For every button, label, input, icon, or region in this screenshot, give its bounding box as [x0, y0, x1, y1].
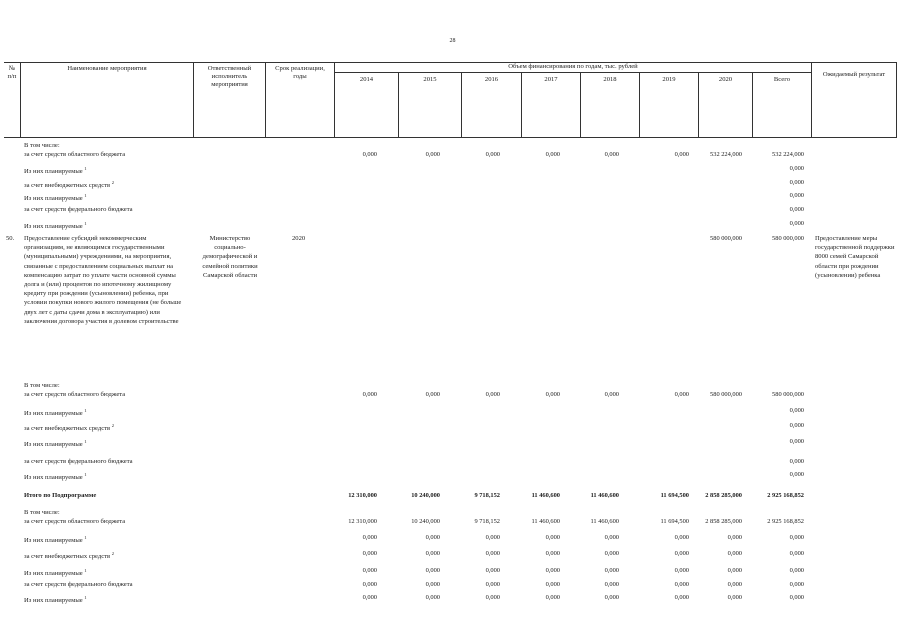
value-cell: 0,000	[545, 534, 560, 541]
footnote-mark: 1	[84, 439, 87, 444]
row-label-text: Из них планируемые	[24, 195, 83, 202]
row-label	[24, 457, 133, 466]
value-cell: 0,000	[604, 391, 619, 398]
row-label	[24, 219, 87, 231]
value-cell: 0,000	[789, 567, 804, 574]
value-cell: 9 718,152	[474, 518, 500, 525]
row-label-text: за счет средств федерального бюджета	[24, 581, 133, 588]
value-cell: 0,000	[789, 192, 804, 199]
col-no-header: № п/п	[7, 65, 17, 80]
row-label-text: за счет средств федерального бюджета	[24, 206, 133, 213]
total-value: 11 460,600	[531, 492, 560, 499]
value-cell: 0,000	[727, 567, 742, 574]
row-label-text: за счет средств областного бюджета	[24, 151, 126, 158]
value-cell: 0,000	[604, 534, 619, 541]
value-cell: 0,000	[604, 151, 619, 158]
value-cell: 0,000	[604, 594, 619, 601]
row-label	[24, 533, 87, 545]
row-label-text: Из них планируемые	[24, 474, 83, 481]
value-cell: 0,000	[425, 550, 440, 557]
value-cell: 0,000	[789, 550, 804, 557]
row-label	[24, 421, 114, 433]
value-cell: 0,000	[545, 594, 560, 601]
value-cell: 0,000	[362, 594, 377, 601]
total-value: 9 718,152	[474, 492, 500, 499]
row-label-text: Из них планируемые	[24, 223, 83, 230]
value-cell: 0,000	[604, 550, 619, 557]
year-2020: 2020	[718, 76, 733, 83]
value-cell: 0,000	[727, 594, 742, 601]
total-value: 12 310,000	[348, 492, 377, 499]
value-cell: 0,000	[789, 165, 804, 172]
incl-label: В том числе:	[24, 142, 60, 149]
col-name-header: Наименование мероприятия	[67, 65, 147, 72]
expected-result: Предоставление меры государственной поддержки 8000 семей Самарской области при рождении (усыновлении) ребенка	[815, 235, 895, 279]
col-fin-header: Объем финансирования по годам, тыс. рублей	[508, 63, 638, 70]
row-label	[24, 593, 87, 605]
value-cell: 0,000	[727, 534, 742, 541]
year-2015: 2015	[423, 76, 437, 83]
value-cell: 0,000	[425, 391, 440, 398]
footnote-mark: 1	[84, 535, 87, 540]
row-label-text: за счет внебюджетных средств	[24, 182, 111, 189]
value-cell: 0,000	[425, 151, 440, 158]
row-label-text: Из них планируемые	[24, 168, 83, 175]
value-cell: 0,000	[362, 550, 377, 557]
total-value: 10 240,000	[411, 492, 440, 499]
year-2016: 2016	[484, 76, 499, 83]
value-cell: 11 694,500	[660, 518, 689, 525]
value-cell: 580 000,000	[710, 235, 742, 242]
row-label	[24, 164, 87, 176]
page-number: 28	[449, 38, 456, 44]
row-label	[24, 517, 125, 526]
value-cell: 0,000	[674, 594, 689, 601]
row-label-text: Из них планируемые	[24, 537, 83, 544]
value-cell: 0,000	[485, 550, 500, 557]
total-value: 11 694,500	[660, 492, 689, 499]
value-cell: 2 925 168,852	[767, 518, 804, 525]
value-cell: 0,000	[674, 391, 689, 398]
row-label-text: за счет средств областного бюджета	[24, 518, 126, 525]
value-cell: 0,000	[425, 581, 440, 588]
value-cell: 0,000	[674, 581, 689, 588]
row-label-text: Из них планируемые	[24, 410, 83, 417]
row-label	[24, 566, 87, 578]
value-cell: 580 000,000	[772, 391, 804, 398]
value-cell: 0,000	[425, 567, 440, 574]
value-cell: 0,000	[425, 534, 440, 541]
value-cell: 0,000	[789, 534, 804, 541]
value-cell: 0,000	[485, 151, 500, 158]
row-label	[24, 150, 125, 159]
item-number: 50.	[6, 235, 15, 242]
footnote-mark: 2	[111, 180, 115, 185]
value-cell: 0,000	[789, 220, 804, 227]
value-cell: 0,000	[789, 438, 804, 445]
item-executor: Министерство социально-демографической и семейной политики Самарской области	[202, 235, 258, 279]
value-cell: 0,000	[727, 550, 742, 557]
col-exec-header: Ответственный исполнитель мероприятия	[207, 65, 252, 88]
value-cell: 0,000	[425, 594, 440, 601]
value-cell: 0,000	[674, 567, 689, 574]
value-cell: 0,000	[545, 567, 560, 574]
item-name: Предоставление субсидий некоммерческим организациям, не являющимся государственными (муниципальными) учреждениями, на мероприятия, связанные с предоставлением социальных выплат на компенсацию затрат по уплате части основной суммы долга и (или) процентов по ипотечному жилищному кредиту при рождении (усыновлении) ребенка, при условии покупки нового жилого помещения (не больше двух лет с даты сдачи дома в эксплуатацию) или заключения договора участия в долевом строительстве	[24, 235, 182, 325]
value-cell: 0,000	[789, 581, 804, 588]
total-value: 2 858 285,000	[705, 492, 742, 499]
footnote-mark: 1	[84, 568, 87, 573]
value-cell: 0,000	[674, 550, 689, 557]
value-cell: 0,000	[604, 567, 619, 574]
footnote-mark: 1	[84, 472, 87, 477]
year-total: Всего	[773, 76, 791, 83]
footnote-mark: 2	[111, 551, 115, 556]
value-cell: 0,000	[789, 594, 804, 601]
value-cell: 0,000	[789, 179, 804, 186]
value-cell: 0,000	[789, 407, 804, 414]
value-cell: 0,000	[789, 206, 804, 213]
row-label-text: за счет внебюджетных средств	[24, 425, 111, 432]
row-label	[24, 580, 133, 589]
value-cell: 0,000	[485, 567, 500, 574]
footnote-mark: 1	[84, 166, 87, 171]
col-term-header: Срок реализации, годы	[275, 65, 325, 80]
footnote-mark: 1	[84, 408, 87, 413]
value-cell: 580 000,000	[710, 391, 742, 398]
value-cell: 0,000	[485, 391, 500, 398]
year-2017: 2017	[544, 76, 558, 83]
row-label	[24, 549, 114, 561]
year-2019: 2019	[662, 76, 676, 83]
value-cell: 0,000	[485, 534, 500, 541]
value-cell: 0,000	[362, 391, 377, 398]
value-cell: 0,000	[362, 534, 377, 541]
total-value: 11 460,600	[590, 492, 619, 499]
total-value: 2 925 168,852	[767, 492, 804, 499]
value-cell: 0,000	[789, 422, 804, 429]
row-label-text: Из них планируемые	[24, 441, 83, 448]
value-cell: 0,000	[362, 567, 377, 574]
value-cell: 0,000	[545, 151, 560, 158]
row-label	[24, 205, 133, 214]
col-result-header: Ожидаемый результат	[822, 71, 886, 78]
row-label-text: Из них планируемые	[24, 597, 83, 604]
total-label bold: Итого по Подпрограмме	[24, 492, 97, 499]
item-term: 2020	[292, 235, 306, 242]
row-label	[24, 191, 87, 203]
value-cell: 0,000	[362, 581, 377, 588]
value-cell: 0,000	[604, 581, 619, 588]
footnote-mark: 1	[84, 193, 87, 198]
value-cell: 0,000	[789, 458, 804, 465]
year-2014: 2014	[359, 76, 374, 83]
value-cell: 11 460,600	[531, 518, 560, 525]
row-label-text: за счет внебюджетных средств	[24, 553, 111, 560]
row-label-text: за счет средств федерального бюджета	[24, 458, 133, 465]
row-label	[24, 390, 125, 399]
value-cell: 2 858 285,000	[705, 518, 742, 525]
row-label-text: Из них планируемые	[24, 570, 83, 577]
footnote-mark: 2	[111, 423, 115, 428]
value-cell: 12 310,000	[348, 518, 377, 525]
row-label	[24, 406, 87, 418]
value-cell: 0,000	[362, 151, 377, 158]
value-cell: 0,000	[727, 581, 742, 588]
value-cell: 0,000	[485, 594, 500, 601]
value-cell: 580 000,000	[772, 235, 804, 242]
footnote-mark: 1	[84, 221, 87, 226]
year-2018: 2018	[603, 76, 617, 83]
incl-label: В том числе:	[24, 509, 60, 516]
value-cell: 0,000	[485, 581, 500, 588]
footnote-mark: 1	[84, 595, 87, 600]
value-cell: 0,000	[674, 534, 689, 541]
value-cell: 0,000	[545, 550, 560, 557]
value-cell: 0,000	[545, 581, 560, 588]
value-cell: 0,000	[789, 471, 804, 478]
value-cell: 10 240,000	[411, 518, 440, 525]
table-header	[0, 62, 905, 138]
incl-label: В том числе:	[24, 382, 60, 389]
row-label-text: за счет средств областного бюджета	[24, 391, 126, 398]
value-cell: 11 460,600	[590, 518, 619, 525]
row-label	[24, 178, 114, 190]
row-label	[24, 437, 87, 449]
value-cell: 0,000	[545, 391, 560, 398]
value-cell: 532 224,000	[710, 151, 742, 158]
value-cell: 0,000	[674, 151, 689, 158]
row-label	[24, 470, 87, 482]
value-cell: 532 224,000	[772, 151, 804, 158]
